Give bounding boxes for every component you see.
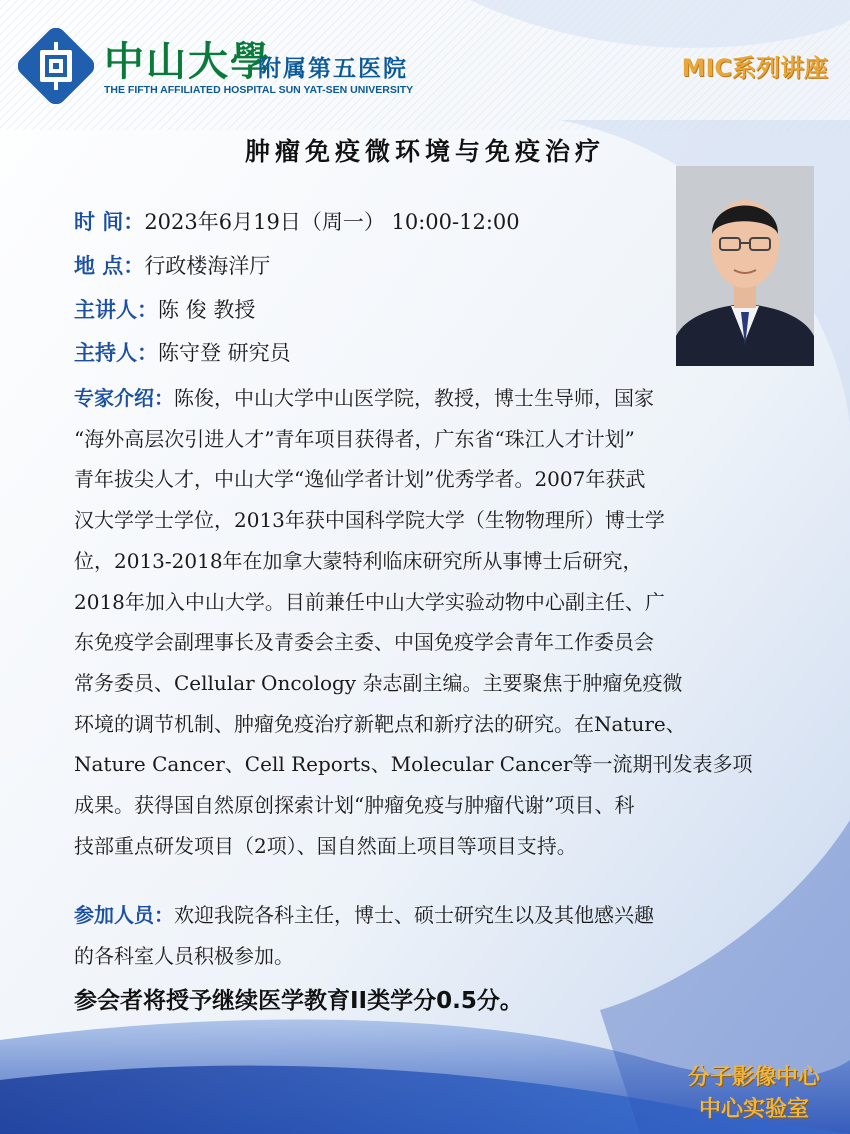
bio-line: 东免疫学会副理事长及青委会主委、中国免疫学会青年工作委员会: [74, 630, 654, 655]
participants-line: 的各科室人员积极参加。: [74, 943, 294, 968]
series-title: MIC系列讲座: [681, 54, 828, 82]
speaker-photo: [676, 166, 814, 366]
bio-line: “海外高层次引进人才”青年项目获得者，广东省“珠江人才计划”: [74, 426, 635, 451]
host-row: [74, 337, 291, 367]
hospital-logo-icon: [18, 28, 94, 104]
bio-line: Nature Cancer、Cell Reports、Molecular Cancer等一流期刊发表多项: [74, 752, 753, 777]
speaker-row: [74, 294, 255, 324]
bio-line: 位，2013-2018年在加拿大蒙特利临床研究所从事博士后研究，: [74, 548, 643, 573]
speaker-bio: [74, 378, 782, 866]
lecture-title: 肿瘤免疫微环境与免疫治疗: [244, 137, 605, 166]
participants-line: [74, 895, 794, 936]
bio-line: 青年拔尖人才，中山大学“逸仙学者计划”优秀学者。2007年获武: [74, 467, 646, 492]
bio-line: 成果。获得国自然原创探索计划“肿瘤免疫与肿瘤代谢”项目、科: [74, 793, 635, 818]
place-row: [74, 250, 270, 280]
bio-line: 技部重点研发项目（2项）、国自然面上项目等项目支持。: [74, 833, 577, 858]
place-label: 地 点：: [74, 254, 145, 278]
time-row: [74, 206, 520, 236]
participants-label: 参加人员：: [74, 903, 174, 927]
host-value: 陈守登 研究员: [158, 341, 291, 365]
hospital-name-english: THE FIFTH AFFILIATED HOSPITAL SUN YAT-SEN UNIVERSITY: [104, 84, 414, 96]
time-value: 2023年6月19日（周一） 10:00-12:00: [144, 210, 520, 234]
bio-line: 汉大学学士学位，2013年获中国科学院大学（生物物理所）博士学: [74, 508, 665, 533]
university-name: 中山大學: [104, 38, 272, 85]
time-label: 时 间：: [74, 210, 145, 234]
participants-text: 欢迎我院各科主任，博士、硕士研究生以及其他感兴趣: [174, 903, 654, 927]
organizer-line-2: 中心实验室: [698, 1097, 809, 1122]
organizer: [688, 1062, 820, 1126]
bio-line: 2018年加入中山大学。目前兼任中山大学实验动物中心副主任、广: [74, 589, 665, 614]
credit-notice: 参会者将授予继续医学教育II类学分0.5分。: [74, 988, 523, 1014]
bio-line: [74, 378, 782, 419]
speaker-portrait-icon: [676, 166, 814, 366]
participants: [74, 895, 794, 976]
header: [14, 26, 454, 106]
bio-line: 环境的调节机制、肿瘤免疫治疗新靶点和新疗法的研究。在Nature、: [74, 711, 686, 736]
speaker-label: 主讲人：: [74, 298, 158, 322]
host-label: 主持人：: [74, 341, 158, 365]
place-value: 行政楼海洋厅: [144, 254, 271, 278]
speaker-value: 陈 俊 教授: [158, 298, 256, 322]
bio-text: 陈俊，中山大学中山医学院，教授，博士生导师，国家: [174, 386, 654, 410]
bio-label: 专家介绍：: [74, 386, 174, 410]
hospital-name: 附属第五医院: [258, 56, 408, 82]
organizer-line-1: 分子影像中心: [687, 1065, 820, 1090]
bio-line: 常务委员、Cellular Oncology 杂志副主编。主要聚焦于肿瘤免疫微: [74, 670, 683, 695]
